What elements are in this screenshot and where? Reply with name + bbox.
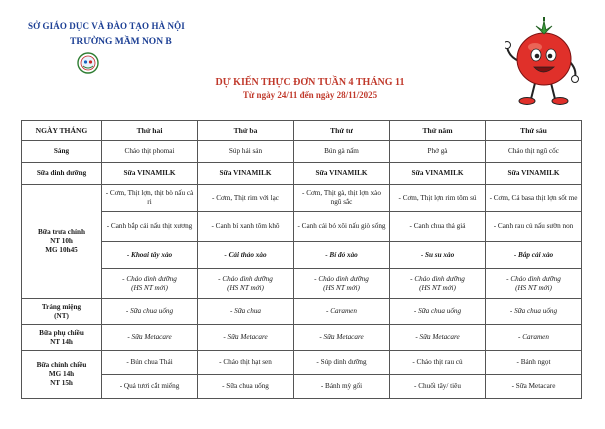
menu-cell: - Sữa Metacare: [198, 325, 294, 351]
table-row: [22, 299, 582, 325]
row-label-chinh-chieu: [22, 351, 102, 399]
porridge-note: (HS NT mới): [323, 283, 360, 292]
row-label-line: Bữa chính chiều: [36, 361, 87, 369]
menu-cell: - Bún chua Thái: [102, 351, 198, 375]
row-label-line: NT 15h: [50, 379, 73, 387]
menu-cell: - Canh bí xanh tôm khô: [198, 212, 294, 242]
menu-cell: - Caramen: [294, 299, 390, 325]
school-name: TRƯỜNG MẦM NON B: [70, 37, 172, 47]
menu-cell: - Bắp cải xào: [486, 242, 582, 269]
menu-cell: Súp hải sản: [198, 141, 294, 163]
day-header: Thứ ba: [198, 121, 294, 141]
row-label-sang: Sáng: [22, 141, 102, 163]
menu-cell: [102, 269, 198, 299]
table-row: [22, 141, 582, 163]
row-label-line: Bữa phụ chiều: [39, 328, 84, 337]
menu-cell: - Cơm, Thịt lợn rim tôm sú: [390, 185, 486, 212]
menu-cell: - Cơm, Thịt rim với lạc: [198, 185, 294, 212]
table-row: [22, 269, 582, 299]
table-row: [22, 242, 582, 269]
porridge-note: (HS NT mới): [515, 283, 552, 292]
porridge-note: (HS NT mới): [419, 283, 456, 292]
table-row: [22, 212, 582, 242]
menu-cell: - Cơm, Cá basa thịt lợn sốt me: [486, 185, 582, 212]
table-row: [22, 375, 582, 399]
porridge-line: - Cháo dinh dưỡng: [410, 274, 465, 283]
menu-date-range: Từ ngày 24/11 đến ngày 28/11/2025: [242, 90, 378, 100]
row-label-sua: Sữa dinh dưỡng: [22, 163, 102, 185]
menu-cell: - Chuối tây/ tiêu: [390, 375, 486, 399]
menu-cell: Bún gà nấm: [294, 141, 390, 163]
row-label-line: Tráng miệng: [41, 302, 82, 311]
corner-header: NGÀY THÁNG: [22, 121, 102, 141]
porridge-note: (HS NT mới): [227, 283, 264, 292]
menu-cell: - Canh rau củ nấu sườn non: [486, 212, 582, 242]
menu-cell: - Caramen: [486, 325, 582, 351]
menu-cell: - Cơm, Thịt lợn, thịt bò nấu cà ri: [102, 185, 198, 212]
day-header: Thứ tư: [294, 121, 390, 141]
menu-cell: - Canh cải bó xôi nấu giò sống: [294, 212, 390, 242]
table-row: [22, 185, 582, 212]
menu-cell: - Sữa chua uống: [390, 299, 486, 325]
menu-cell: - Sữa Metacare: [486, 375, 582, 399]
menu-cell: Sữa VINAMILK: [198, 163, 294, 185]
porridge-line: - Cháo dinh dưỡng: [122, 274, 177, 283]
menu-title: DỰ KIẾN THỰC ĐƠN TUẦN 4 THÁNG 11: [215, 77, 405, 88]
row-label-line: NT 10h: [50, 237, 73, 245]
menu-cell: - Sữa chua uống: [102, 299, 198, 325]
day-header: Thứ hai: [102, 121, 198, 141]
table-row: [22, 351, 582, 375]
menu-cell: Phở gà: [390, 141, 486, 163]
menu-cell: [486, 269, 582, 299]
org-name: SỞ GIÁO DỤC VÀ ĐÀO TẠO HÀ NỘI: [28, 21, 185, 31]
row-label-line: MG 14h: [48, 370, 75, 378]
menu-cell: - Bánh ngọt: [486, 351, 582, 375]
menu-cell: [294, 269, 390, 299]
menu-cell: - Su su xào: [390, 242, 486, 269]
day-header: Thứ năm: [390, 121, 486, 141]
menu-cell: - Quả tươi cắt miếng: [102, 375, 198, 399]
menu-cell: Sữa VINAMILK: [390, 163, 486, 185]
menu-cell: Cháo thịt phomai: [102, 141, 198, 163]
row-label-trua: [22, 185, 102, 299]
menu-cell: Cháo thịt ngũ cốc: [486, 141, 582, 163]
menu-cell: - Sữa Metacare: [102, 325, 198, 351]
menu-cell: - Sữa chua uống: [198, 375, 294, 399]
menu-cell: [198, 269, 294, 299]
menu-cell: - Sữa Metacare: [294, 325, 390, 351]
menu-cell: - Súp dinh dưỡng: [294, 351, 390, 375]
row-label-line: MG 10h45: [45, 246, 78, 254]
menu-cell: Sữa VINAMILK: [486, 163, 582, 185]
menu-cell: - Canh bắp cải nấu thịt xương: [102, 212, 198, 242]
menu-cell: - Cháo thịt rau củ: [390, 351, 486, 375]
menu-cell: Sữa VINAMILK: [294, 163, 390, 185]
school-logo-icon: [77, 52, 99, 74]
tomato-mascot-icon: [505, 17, 583, 109]
row-label-phu-chieu: [22, 325, 102, 351]
menu-cell: - Bí đỏ xào: [294, 242, 390, 269]
porridge-line: - Cháo dinh dưỡng: [218, 274, 273, 283]
menu-cell: - Sữa chua: [198, 299, 294, 325]
table-row: [22, 325, 582, 351]
porridge-line: - Cháo dinh dưỡng: [506, 274, 561, 283]
porridge-note: (HS NT mới): [131, 283, 168, 292]
weekly-menu-table: [21, 120, 582, 399]
porridge-line: - Cháo dinh dưỡng: [314, 274, 369, 283]
menu-cell: - Bánh mỳ gối: [294, 375, 390, 399]
menu-cell: - Sữa chua uống: [486, 299, 582, 325]
row-label-line: Bữa trưa chính: [38, 228, 85, 236]
day-header: Thứ sáu: [486, 121, 582, 141]
row-label-trang-mieng: [22, 299, 102, 325]
table-header-row: [22, 121, 582, 141]
menu-cell: - Khoai tây xào: [102, 242, 198, 269]
menu-cell: Sữa VINAMILK: [102, 163, 198, 185]
table-row: [22, 163, 582, 185]
menu-cell: - Cháo thịt hạt sen: [198, 351, 294, 375]
menu-cell: - Canh chua thả giá: [390, 212, 486, 242]
menu-cell: - Sữa Metacare: [390, 325, 486, 351]
menu-cell: - Cải thảo xào: [198, 242, 294, 269]
row-label-line: NT 14h: [50, 337, 73, 346]
menu-cell: - Cơm, Thịt gà, thịt lợn xào ngũ sắc: [294, 185, 390, 212]
row-label-line: (NT): [54, 311, 69, 320]
menu-cell: [390, 269, 486, 299]
